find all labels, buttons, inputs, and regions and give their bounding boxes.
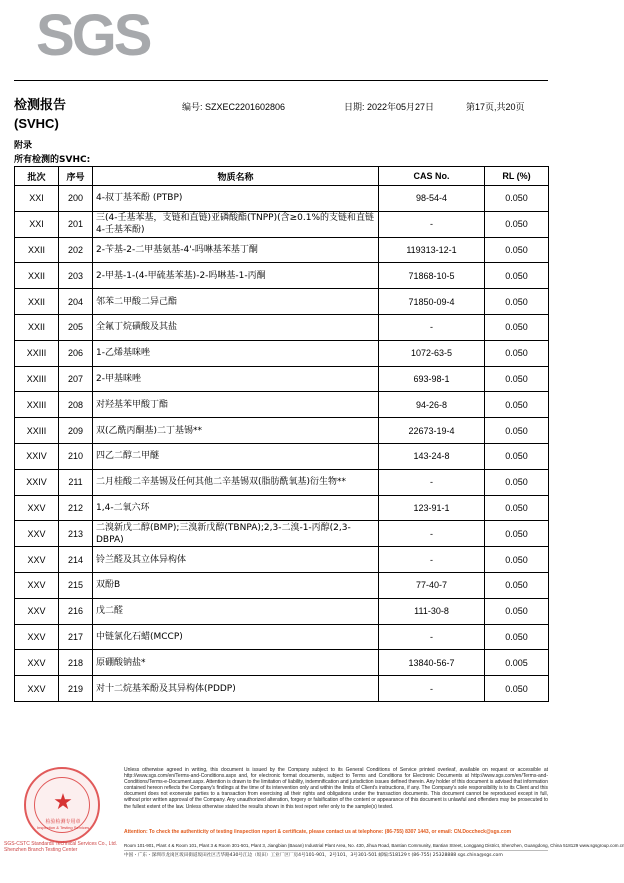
- cell-cas-number: -: [379, 521, 485, 547]
- svhc-table: [14, 166, 549, 702]
- cell-number: 219: [59, 676, 93, 702]
- cell-number: 215: [59, 572, 93, 598]
- table-body: [15, 186, 549, 702]
- cell-batch: XXI: [15, 211, 59, 237]
- header-batch: 批次: [15, 167, 59, 186]
- cell-number: 207: [59, 366, 93, 392]
- cell-batch: XXIV: [15, 443, 59, 469]
- cell-cas-number: 1072-63-5: [379, 340, 485, 366]
- cell-rl: 0.050: [485, 186, 549, 212]
- cell-number: 217: [59, 624, 93, 650]
- header-number: 序号: [59, 167, 93, 186]
- stamp-inner-ring: [34, 777, 90, 833]
- cell-number: 209: [59, 418, 93, 444]
- cell-cas-number: 111-30-8: [379, 598, 485, 624]
- table-row: [15, 237, 549, 263]
- cell-substance-name: 戊二醛: [93, 598, 379, 624]
- cell-cas-number: 119313-12-1: [379, 237, 485, 263]
- cell-number: 208: [59, 392, 93, 418]
- cell-rl: 0.050: [485, 469, 549, 495]
- report-number: 编号: SZXEC2201602806: [182, 102, 286, 112]
- cell-rl: 0.050: [485, 547, 549, 573]
- cell-cas-number: 22673-19-4: [379, 418, 485, 444]
- table-row: [15, 263, 549, 289]
- stamp-sublabel: Inspection & Testing Services: [36, 825, 90, 830]
- cell-cas-number: 693-98-1: [379, 366, 485, 392]
- table-row: [15, 624, 549, 650]
- cell-number: 212: [59, 495, 93, 521]
- cell-batch: XXII: [15, 237, 59, 263]
- table-row: [15, 676, 549, 702]
- cell-cas-number: -: [379, 469, 485, 495]
- cell-rl: 0.050: [485, 598, 549, 624]
- cell-rl: 0.050: [485, 572, 549, 598]
- cell-substance-name: 全氟丁烷磺酸及其盐: [93, 314, 379, 340]
- address-chinese: 中国・广东・深圳市龙岗区坂田街道坂田社区吉华路430号江边（坂田）工业厂区厂房4号101-901，2号101，3号301-501 邮编:518129 t (86-755) 25328888 sgs.china@sgs.com: [124, 853, 503, 858]
- cell-cas-number: 94-26-8: [379, 392, 485, 418]
- appendix-label: 附录: [14, 141, 33, 151]
- table-row: [15, 340, 549, 366]
- table-row: [15, 289, 549, 315]
- cell-cas-number: 98-54-4: [379, 186, 485, 212]
- cell-rl: 0.050: [485, 237, 549, 263]
- cell-substance-name: 4-叔丁基苯酚 (PTBP): [93, 186, 379, 212]
- address-english: Room 101-901, Plant 4 & Room 101, Plant 3 & Room 301-501, Plant 3, Jiangbian (Baoan) Industrial Plant Area, No. 430, Jihua Road, Bantian Community, Bantian Street, Longgang District, Shenzhen, Guangdong, China 518129 www.sgsgroup.com.cn: [124, 843, 624, 848]
- cell-rl: 0.050: [485, 366, 549, 392]
- cell-batch: XXIII: [15, 366, 59, 392]
- table-row: [15, 211, 549, 237]
- cell-cas-number: 77-40-7: [379, 572, 485, 598]
- cell-number: 205: [59, 314, 93, 340]
- cell-batch: XXI: [15, 186, 59, 212]
- cell-batch: XXV: [15, 547, 59, 573]
- cell-number: 202: [59, 237, 93, 263]
- cell-cas-number: 71868-10-5: [379, 263, 485, 289]
- cell-batch: XXV: [15, 572, 59, 598]
- table-row: [15, 314, 549, 340]
- cell-batch: XXV: [15, 521, 59, 547]
- page-indicator: 第17页,共20页: [466, 102, 525, 112]
- cell-cas-number: 13840-56-7: [379, 650, 485, 676]
- cell-batch: XXIII: [15, 340, 59, 366]
- header-substance: 物质名称: [93, 167, 379, 186]
- company-name-en: SGS-CSTC Standards Technical Services Co., Ltd. Shenzhen Branch Testing Center: [4, 841, 118, 853]
- star-icon: ★: [53, 790, 73, 815]
- report-subtitle: (SVHC): [14, 116, 59, 131]
- report-title: 检测报告: [14, 98, 67, 113]
- cell-rl: 0.050: [485, 314, 549, 340]
- table-row: [15, 598, 549, 624]
- cell-number: 214: [59, 547, 93, 573]
- cell-number: 213: [59, 521, 93, 547]
- table-row: [15, 650, 549, 676]
- cell-cas-number: -: [379, 314, 485, 340]
- cell-batch: XXV: [15, 650, 59, 676]
- cell-rl: 0.005: [485, 650, 549, 676]
- footer: [0, 757, 624, 883]
- legal-disclaimer: Unless otherwise agreed in writing, this document is issued by the Company subject to its General Conditions of Service printed overleaf, available on request or accessible at http://www.sgs.com/en/Terms-and-Conditions.aspx and, for electronic format documents, subject to Terms and Conditions for Electronic Documents at http://www.sgs.com/en/Terms-and-Conditions/Terms-e-Document.aspx. Attention is drawn to the limitation of liability, indemnification and jurisdiction issues defined therein. Any holder of this document is advised that information contained hereon reflects the Company's findings at the time of its intervention only and within the limits of Client's instructions, if any. The Company's sole responsibility is to its Client and this document does not exonerate parties to a transaction from exercising all their rights and obligations under the transaction documents. This document cannot be reproduced except in full, without prior written approval of the Company. Any unauthorized alteration, forgery or falsification of the content or appearance of this document is unlawful and offenders may be prosecuted to the fullest extent of the law. Unless otherwise stated the results shown in this test report refer only to the sample(s) tested.: [124, 767, 548, 810]
- authenticity-notice: Attention: To check the authenticity of testing /inspection report & certificate, please contact us at telephone: (86-755) 8307 1443, or email: CN.Doccheck@sgs.com: [124, 829, 512, 835]
- cell-rl: 0.050: [485, 676, 549, 702]
- table-row: [15, 366, 549, 392]
- table-row: [15, 495, 549, 521]
- cell-number: 200: [59, 186, 93, 212]
- table-row: [15, 443, 549, 469]
- table-row: [15, 186, 549, 212]
- cell-rl: 0.050: [485, 495, 549, 521]
- cell-rl: 0.050: [485, 418, 549, 444]
- cell-substance-name: 1,4-二氧六环: [93, 495, 379, 521]
- cell-batch: XXV: [15, 676, 59, 702]
- cell-substance-name: 对羟基苯甲酸丁酯: [93, 392, 379, 418]
- cell-number: 211: [59, 469, 93, 495]
- cell-substance-name: 2-苄基-2-二甲基氨基-4'-吗啉基苯基丁酮: [93, 237, 379, 263]
- cell-batch: XXII: [15, 314, 59, 340]
- cell-cas-number: -: [379, 676, 485, 702]
- table-row: [15, 418, 549, 444]
- table-row: [15, 572, 549, 598]
- cell-batch: XXII: [15, 263, 59, 289]
- cell-cas-number: 143-24-8: [379, 443, 485, 469]
- report-date: 日期: 2022年05月27日: [344, 102, 435, 112]
- cell-batch: XXIV: [15, 469, 59, 495]
- section-heading: 所有检测的SVHC:: [14, 155, 91, 165]
- cell-substance-name: 2-甲基-1-(4-甲硫基苯基)-2-吗啉基-1-丙酮: [93, 263, 379, 289]
- cell-batch: XXII: [15, 289, 59, 315]
- cell-batch: XXV: [15, 495, 59, 521]
- cell-cas-number: 123-91-1: [379, 495, 485, 521]
- inspection-stamp: [24, 767, 100, 843]
- cell-number: 201: [59, 211, 93, 237]
- cell-rl: 0.050: [485, 263, 549, 289]
- table-row: [15, 469, 549, 495]
- cell-rl: 0.050: [485, 521, 549, 547]
- cell-rl: 0.050: [485, 443, 549, 469]
- cell-substance-name: 二月桂酸二辛基锡及任何其他二辛基锡双(脂肪酰氧基)衍生物**: [93, 469, 379, 495]
- cell-number: 203: [59, 263, 93, 289]
- cell-number: 210: [59, 443, 93, 469]
- cell-substance-name: 原硼酸钠盐*: [93, 650, 379, 676]
- cell-cas-number: -: [379, 547, 485, 573]
- cell-rl: 0.050: [485, 289, 549, 315]
- address-divider: [124, 850, 548, 851]
- header-rl: RL (%): [485, 167, 549, 186]
- cell-batch: XXV: [15, 598, 59, 624]
- table-row: [15, 521, 549, 547]
- cell-cas-number: -: [379, 211, 485, 237]
- table-row: [15, 547, 549, 573]
- cell-number: 204: [59, 289, 93, 315]
- cell-number: 206: [59, 340, 93, 366]
- cell-batch: XXIII: [15, 418, 59, 444]
- cell-substance-name: 三(4-壬基苯基，支链和直链)亚磷酸酯(TNPP)(含≥0.1%的支链和直链4-壬基苯酚): [93, 211, 379, 237]
- cell-substance-name: 双酚B: [93, 572, 379, 598]
- cell-substance-name: 铃兰醛及其立体异构体: [93, 547, 379, 573]
- cell-substance-name: 二溴新戊二醇(BMP);三溴新戊醇(TBNPA);2,3-二溴-1-丙醇(2,3-DBPA): [93, 521, 379, 547]
- table-header-row: [15, 167, 549, 186]
- cell-cas-number: 71850-09-4: [379, 289, 485, 315]
- cell-rl: 0.050: [485, 392, 549, 418]
- header-cas: CAS No.: [379, 167, 485, 186]
- cell-substance-name: 四乙二醇二甲醚: [93, 443, 379, 469]
- cell-substance-name: 邻苯二甲酸二异己酯: [93, 289, 379, 315]
- header-rule: [14, 80, 548, 81]
- stamp-label: 检验检测专用章: [45, 819, 81, 825]
- cell-batch: XXIII: [15, 392, 59, 418]
- cell-number: 216: [59, 598, 93, 624]
- cell-substance-name: 中链氯化石蜡(MCCP): [93, 624, 379, 650]
- cell-substance-name: 2-甲基咪唑: [93, 366, 379, 392]
- cell-cas-number: -: [379, 624, 485, 650]
- cell-rl: 0.050: [485, 211, 549, 237]
- table-row: [15, 392, 549, 418]
- cell-substance-name: 对十二烷基苯酚及其异构体(PDDP): [93, 676, 379, 702]
- cell-rl: 0.050: [485, 340, 549, 366]
- cell-number: 218: [59, 650, 93, 676]
- cell-substance-name: 1-乙烯基咪唑: [93, 340, 379, 366]
- cell-substance-name: 双(乙酰丙酮基)二丁基锡**: [93, 418, 379, 444]
- sgs-logo: SGS: [36, 3, 150, 68]
- cell-rl: 0.050: [485, 624, 549, 650]
- cell-batch: XXV: [15, 624, 59, 650]
